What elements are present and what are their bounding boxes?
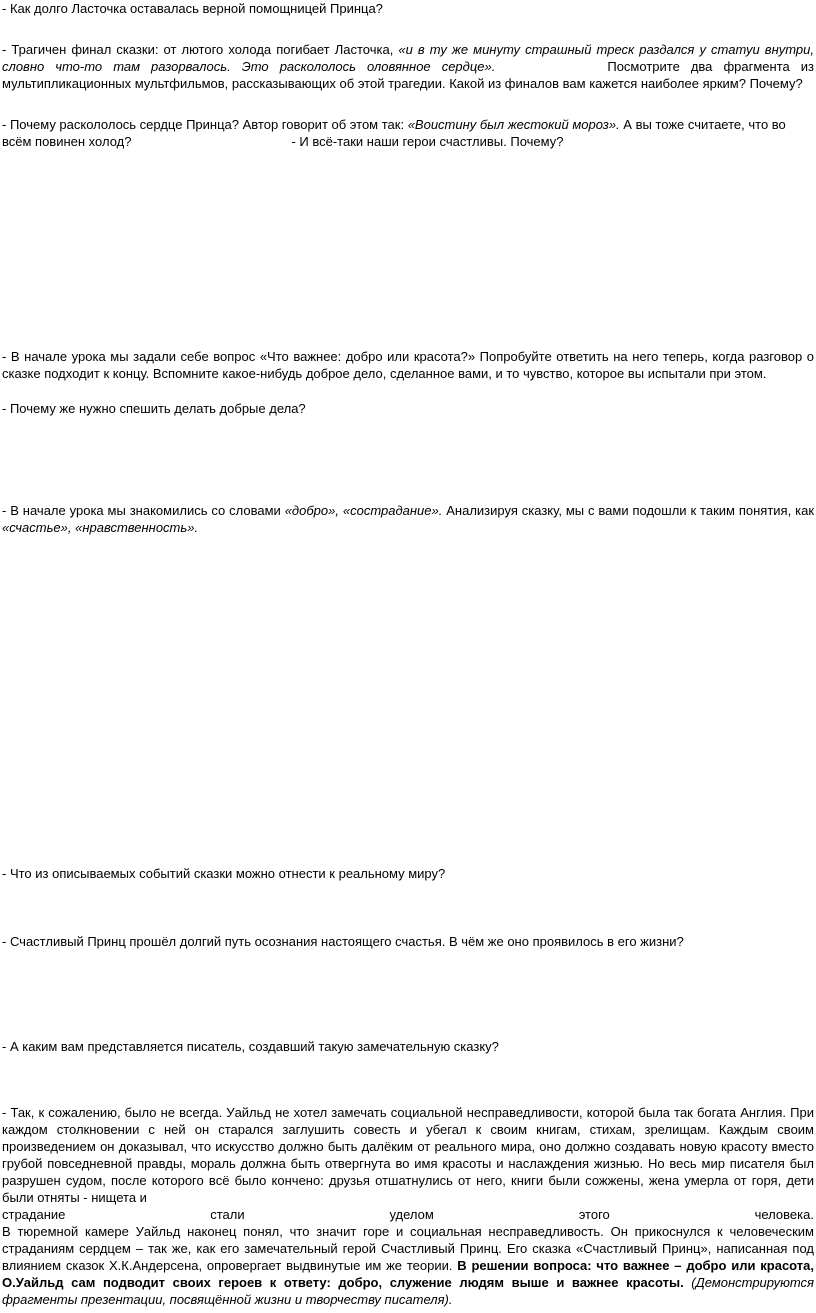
question-hurry-good-deeds: - Почему же нужно спешить делать добрые дела? — [2, 401, 306, 416]
spread-word: этого — [578, 1207, 610, 1222]
biography-conclusion: В решении вопроса: что важнее – добро или красота, О.Уайльд сам подводит своих героев к ответу: добро, служение людям выше и важнее красоты. — [2, 1258, 814, 1290]
biography-part-one: - Так, к сожалению, было не всегда. Уайльд не хотел замечать социальной несправедливости, которой была так богата Англия. При каждом столкновении с ней он старался заглушить совесть и убегал к своим книгам, стихам, зрелищам. Каждым своим произведением он доказывал, что искусство должно быть далёким от реального мира, оно должно создавать новую красоту вместо грубой повседневной правды, мораль должна быть отвергнута во имя красоты и наслаждения жизнью. Но весь мир писателя был разрушен судом, после которого всё было кончено: друзья отшатнулись от него, книги были сожжены, жена умерла от горя, дети были отняты - нищета и — [2, 1105, 814, 1205]
spread-word: уделом — [389, 1207, 434, 1222]
question-real-world: - Что из описываемых событий сказки можно отнести к реальному миру? — [2, 866, 446, 881]
broken-heart-question: А вы тоже считаете, что во всём повинен холод? — [2, 117, 786, 149]
tragic-finale-task: Посмотрите два фрагмента из мультипликационных мультфильмов, рассказывающих об этой трагедии. Какой из финалов вам кажется наиболее ярким? Почему? — [2, 59, 814, 91]
question-writer: - А каким вам представляется писатель, создавший такую замечательную сказку? — [2, 1039, 499, 1054]
paragraph-key-words — [2, 502, 814, 536]
key-words-happiness: «счастье», «нравственность». — [2, 520, 199, 535]
biography-spread-line — [2, 1206, 814, 1223]
question-swallow-loyalty: - Как долго Ласточка оставалась верной помощницей Принца? — [2, 1, 383, 16]
spread-word: человека. — [754, 1207, 814, 1222]
spread-word: стали — [210, 1207, 245, 1222]
paragraph-broken-heart — [2, 116, 814, 150]
biography-part-two — [2, 1223, 814, 1308]
paragraph-tragic-finale — [2, 41, 814, 92]
paragraph-wilde-biography — [2, 1104, 814, 1308]
question-prince-happiness: - Счастливый Принц прошёл долгий путь осознания настоящего счастья. В чём же оно проявилось в его жизни? — [2, 934, 684, 949]
biography-prison-text: В тюремной камере Уайльд наконец понял, что значит горе и социальная несправедливость. Он прикоснулся к человеческим страданиям сердцем – так же, как его замечательный герой Счастливый Принц. Его сказка «Счастливый Принц», написанная под влиянием сказок Х.К.Андерсена, опровергает выдвинутые им же теории. — [2, 1224, 814, 1273]
tragic-finale-quote: «и в ту же минуту страшный треск раздался у статуи внутри, словно что-то там разорвалось. Это раскололось оловянное сердце». — [2, 42, 814, 74]
key-words-mid: Анализируя сказку, мы с вами подошли к таким понятия, как — [442, 503, 815, 518]
biography-presentation-note: (Демонстрируются фрагменты презентации, посвящённой жизни и творчеству писателя). — [2, 1275, 814, 1307]
paragraph-good-or-beauty: - В начале урока мы задали себе вопрос «Что важнее: добро или красота?» Попробуйте ответить на него теперь, когда разговор о сказке подходит к концу. Вспомните какое-нибудь доброе дело, сделанное вами, и то чувство, которое вы испытали при этом. — [2, 349, 814, 381]
tragic-finale-lead: - Трагичен финал сказки: от лютого холода погибает Ласточка, — [2, 42, 399, 57]
key-words-lead: - В начале урока мы знакомились со словами — [2, 503, 285, 518]
spread-word: страдание — [2, 1207, 66, 1222]
key-words-kindness: «добро», «сострадание». — [284, 503, 443, 518]
heroes-happy-question: - И всё-таки наши герои счастливы. Почему? — [291, 134, 564, 149]
broken-heart-quote: «Воистину был жестокий мороз». — [407, 117, 620, 132]
broken-heart-lead: - Почему раскололось сердце Принца? Автор говорит об этом так: — [2, 117, 408, 132]
